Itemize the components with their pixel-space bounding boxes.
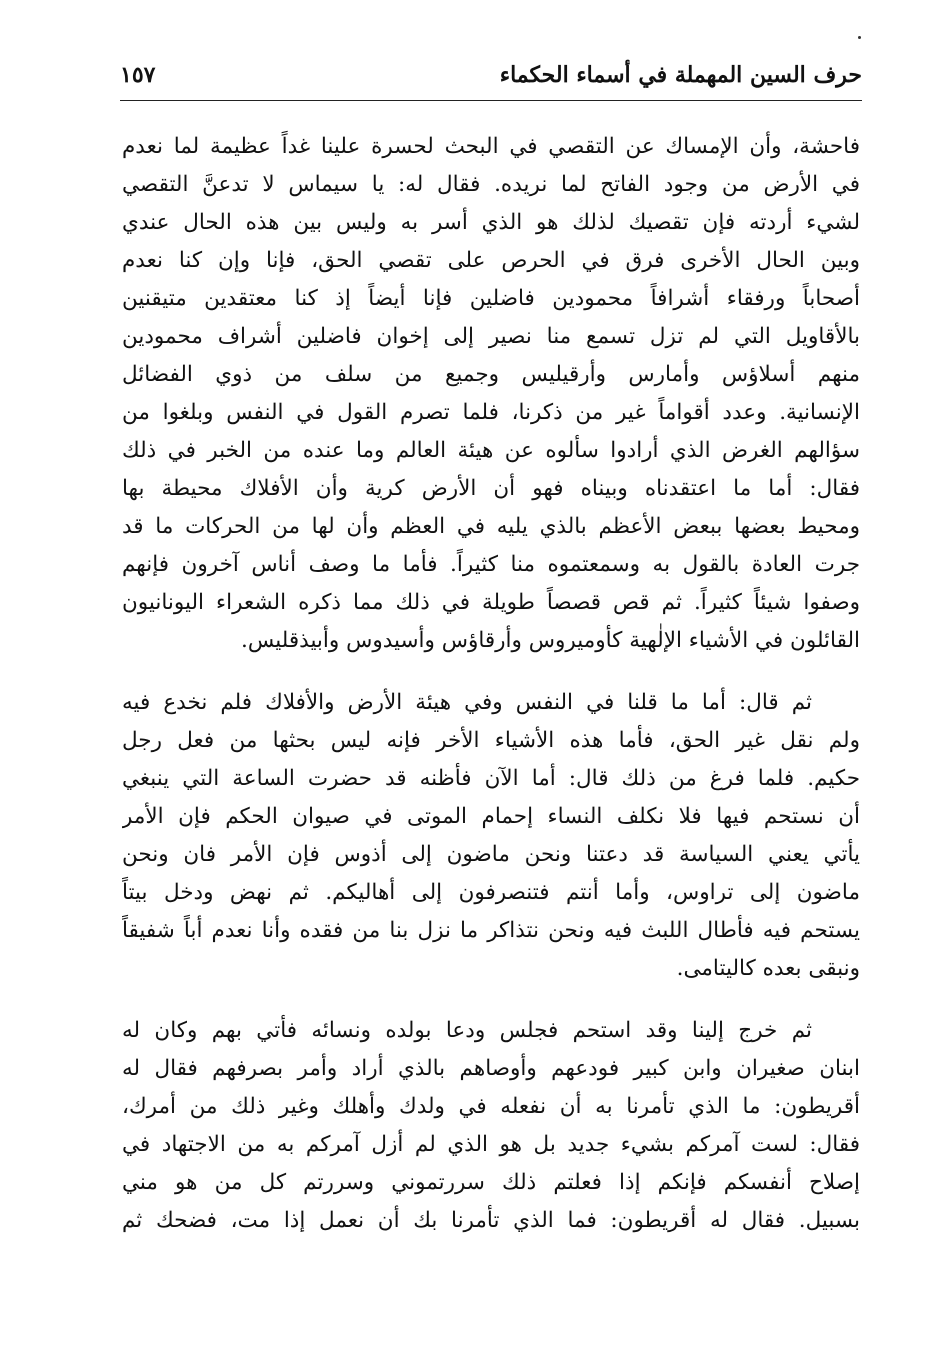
text-line: الإنسانية. وعدد أقواماً غير من ذكرنا، فلما تصرم القول في النفس وبلغوا من bbox=[122, 400, 860, 425]
text-line: منهم أسلاؤس وأمارس وأرقيليس وجميع من سلف من ذوي الفضائل bbox=[122, 362, 860, 387]
running-header bbox=[120, 58, 862, 98]
text-line: أن نستحم فيها فلا نكلف النساء إحمام الموتى في صيوان الحكم فإن الأمر bbox=[122, 804, 860, 829]
text-line: يستحم فيه فأطال اللبث فيه ونحن نتذاكر ما نزل بنا من فقده وأنا نعدم أباً شفيقاً bbox=[122, 918, 860, 943]
text-line: أقريطون: ما الذي تأمرنا به أن نفعله في ولدك وأهلك وغير ذلك من أمرك، bbox=[122, 1094, 860, 1119]
text-line: يأتي يعني السياسة قد دعتنا ونحن ماضون إلى أذوس فإن الأمر فان ونحن bbox=[122, 842, 860, 867]
text-line: فاحشة، وأن الإمساك عن التقصي في البحث لحسرة علينا غداً عظيمة لما نعدم bbox=[122, 134, 860, 159]
text-line: ماضون إلى تراوس، وأما أنتم فتنصرفون إلى أهاليكم. ثم نهض ودخل بيتاً bbox=[122, 880, 860, 905]
paragraph bbox=[122, 128, 860, 660]
text-line: ثم قال: أما ما قلنا في النفس وفي هيئة الأرض والأفلاك فلم نخدع فيه bbox=[122, 690, 812, 715]
header-rule bbox=[120, 100, 862, 101]
paragraph bbox=[122, 684, 860, 988]
text-line: بالأقاويل التي لم تزل تسمع منا نصير إلى إخوان فاضلين أشراف محمودين bbox=[122, 324, 860, 349]
paragraph-gap bbox=[122, 988, 860, 1012]
text-line: وبين الحال الأخرى فرق في الحرص على تقصي الحق، فإنا وإن كنا نعدم bbox=[122, 248, 860, 273]
text-line: سؤالهم الغرض الذي أرادوا سألوه عن هيئة العالم وما عنده من الخبر في ذلك bbox=[122, 438, 860, 463]
text-line: ونبقى بعده كاليتامى. bbox=[676, 956, 860, 981]
text-line: لشيء أردته فإن تقصيك لذلك هو الذي أسر به وليس بين هذه الحال عندي bbox=[122, 210, 860, 235]
text-line: فقال: لست آمركم بشيء جديد بل هو الذي لم أزل آمركم به من الاجتهاد في bbox=[122, 1132, 860, 1157]
text-line: بسبيل. فقال له أقريطون: فما الذي تأمرنا بك أن نعمل إذا مت، فضحك ثم bbox=[122, 1208, 860, 1233]
text-line: ابنان صغيران وابن كبير فودعهم وأوصاهم بالذي أراد وأمر بصرفهم فقال له bbox=[122, 1056, 860, 1081]
text-line: أصحاباً ورفقاء أشرافاً محمودين فاضلين فإنا أيضاً إذ كنا معتقدين متيقنين bbox=[122, 286, 860, 311]
stray-ink-dot bbox=[858, 36, 861, 39]
text-line: في الأرض من وجود الفاتح لما نريده. فقال له: يا سيماس لا تدعنَّ التقصي bbox=[122, 172, 860, 197]
text-line: ثم خرج إلينا وقد استحم فجلس ودعا بولده ونسائه فأتي بهم وكان له bbox=[122, 1018, 812, 1043]
page-number: ١٥٧ bbox=[120, 62, 156, 88]
text-line: القائلون في الأشياء الإلٰهية كأوميروس وأرقاؤس وأسيدوس وأبيذقليس. bbox=[241, 628, 860, 653]
text-line: ولم نقل غير الحق، فأما هذه الأشياء الأخر فإنه ليس بحثها من فعل رجل bbox=[122, 728, 860, 753]
running-title: حرف السين المهملة في أسماء الحكماء bbox=[499, 62, 862, 88]
text-line: ومحيط بعضها ببعض الأعظم بالذي يليه في العظم وأن لها من الحركات ما قد bbox=[122, 514, 860, 539]
text-line: حكيم. فلما فرغ من ذلك قال: أما الآن فأظنه قد حضرت الساعة التي ينبغي bbox=[122, 766, 860, 791]
text-line: إصلاح أنفسكم فإنكم إذا فعلتم ذلك سررتموني وسررتم كل من هو مني bbox=[122, 1170, 860, 1195]
text-line: فقال: أما ما اعتقدناه وبيناه فهو أن الأرض كرية وأن الأفلاك محيطة بها bbox=[122, 476, 860, 501]
paragraph-gap bbox=[122, 660, 860, 684]
body-text bbox=[122, 128, 860, 1240]
text-line: جرت العادة بالقول به وسمعتموه منا كثيراً. فأما ما وصف أناس آخرون فإنهم bbox=[122, 552, 860, 577]
paragraph bbox=[122, 1012, 860, 1240]
text-line: وصفوا شيئاً كثيراً. ثم قص قصصاً طويلة في ذلك مما ذكره الشعراء اليونانيون bbox=[122, 590, 860, 615]
